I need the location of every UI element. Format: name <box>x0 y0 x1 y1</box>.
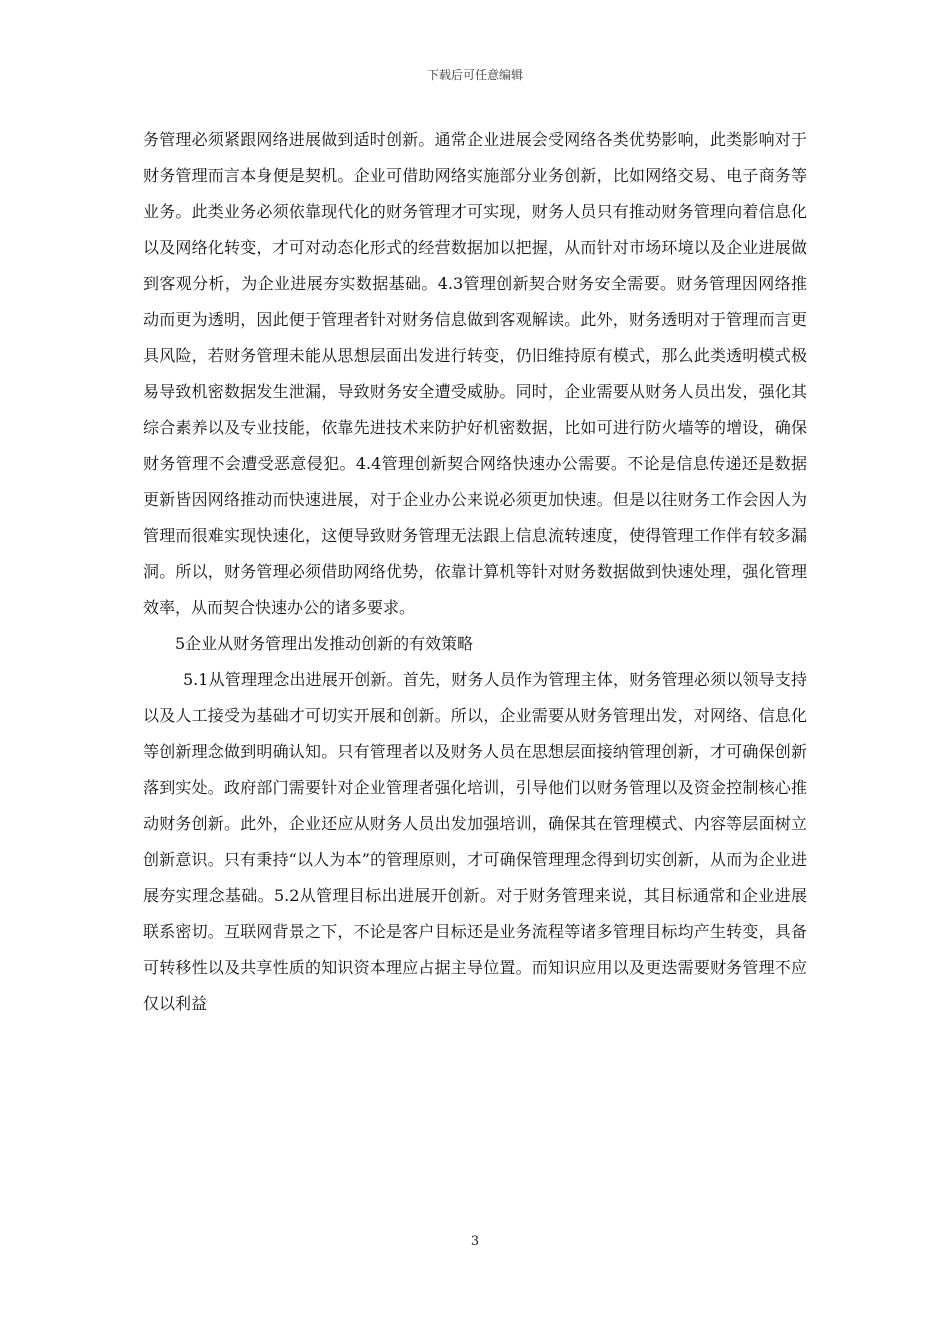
body-paragraph: 5.1从管理理念出进展开创新。首先，财务人员作为管理主体，财务管理必须以领导支持以及人工接受为基础才可切实开展和创新。所以，企业需要从财务管理出发，对网络、信息化等创新理念做到明确认知。只有管理者以及财务人员在思想层面接纳管理创新，才可确保创新落到实处。政府部门需要针对企业管理者强化培训，引导他们以财务管理以及资金控制核心推动财务创新。此外，企业还应从财务人员出发加强培训，确保其在管理模式、内容等层面树立创新意识。只有秉持“以人为本”的管理原则，才可确保管理理念得到切实创新，从而为企业进展夯实理念基础。5.2从管理目标出进展开创新。对于财务管理来说，其目标通常和企业进展联系密切。互联网背景之下，不论是客户目标还是业务流程等诸多管理目标均产生转变，具备可转移性以及共享性质的知识资本理应占据主导位置。而知识应用以及更迭需要财务管理不应仅以利益 <box>143 670 807 1013</box>
page-header: 下载后可任意编辑 <box>426 68 523 82</box>
document-body <box>143 122 807 1022</box>
page-number: 3 <box>470 1234 480 1249</box>
body-paragraph: 务管理必须紧跟网络进展做到适时创新。通常企业进展会受网络各类优势影响，此类影响对于财务管理而言本身便是契机。企业可借助网络实施部分业务创新，比如网络交易、电子商务等业务。此类业务必须依靠现代化的财务管理才可实现，财务人员只有推动财务管理向着信息化以及网络化转变，才可对动态化形式的经营数据加以把握，从而针对市场环境以及企业进展做到客观分析，为企业进展夯实数据基础。4.3管理创新契合财务安全需要。财务管理因网络推动而更为透明，因此便于管理者针对财务信息做到客观解读。此外，财务透明对于管理而言更具风险，若财务管理未能从思想层面出发进行转变，仍旧维持原有模式，那么此类透明模式极易导致机密数据发生泄漏，导致财务安全遭受威胁。同时，企业需要从财务人员出发，强化其综合素养以及专业技能，依靠先进技术来防护好机密数据，比如可进行防火墙等的增设，确保财务管理不会遭受恶意侵犯。4.4管理创新契合网络快速办公需要。不论是信息传递还是数据更新皆因网络推动而快速进展，对于企业办公来说必须更加快速。但是以往财务工作会因人为管理而很难实现快速化，这便导致财务管理无法跟上信息流转速度，使得管理工作伴有较多漏洞。所以，财务管理必须借助网络优势，依靠计算机等针对财务数据做到快速处理，强化管理效率，从而契合快速办公的诸多要求。 <box>143 130 807 617</box>
section-heading: 5企业从财务管理出发推动创新的有效策略 <box>175 634 474 653</box>
